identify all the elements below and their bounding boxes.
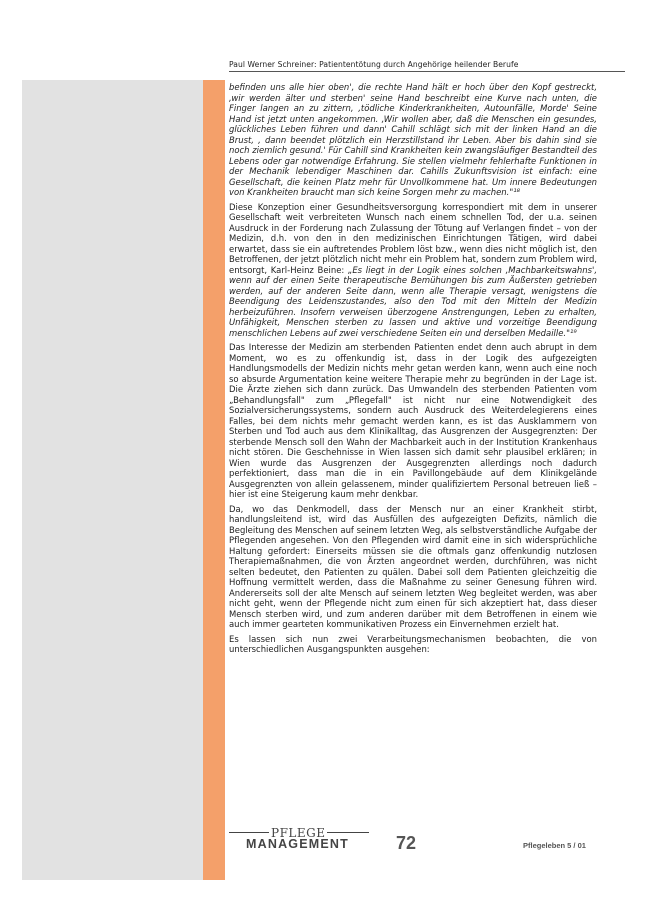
paragraph-gesundheitsversorgung [229,202,597,339]
logo-word-management: MANAGEMENT [246,837,349,851]
page-number: 72 [396,833,417,853]
paragraph-quote-beine: „Es liegt in der Logik eines solchen ‚Machbarkeitswahns', wenn auf der einen Seite therapeutische Bemühungen bis zum Äußersten getrieben werden, auf der anderen Seite dann, wenn alle Therapie versagt, wenigstens die Beendigung des Leidenszustandes, also den Tod mit den Mitteln der Medizin herbeizuführen. Insofern verweisen überzogene Anstrengungen, Leben zu erhalten, Unfähigkeit, Menschen sterben zu lassen und aktive und vorzeitige Beendigung menschlichen Lebens auf zwei verschiedene Seiten ein und derselben Medaille."¹⁹ [229,264,597,338]
paragraph-quote-cahill: befinden uns alle hier oben', die rechte Hand hält er hoch über den Kopf gestreckt, ‚wir werden älter und sterben' seine Hand beschreibt eine Kurve nach unten, die Finger langen an zu zittern, ‚tödliche Kinderkrankheiten, Autounfälle, Morde' Seine Hand ist jetzt unten angekommen. ‚Wir wollen aber, daß die Menschen ein gesundes, glückliches Leben führen und dann' Cahill schlägt sich mit der linken Hand an die Brust, ‚ dann beendet plötzlich ein Herzstillstand ihr Leben. Aber bis dahin sind sie noch ziemlich gesund.' Für Cahill sind Krankheiten kein zwangsläufiger Bestandteil des Lebens oder gar notwendige Erfahrung. Sie stellen vielmehr fehlerhafte Funktionen in der Mechanik lebendiger Maschinen dar. Cahills Zukunftsvision ist einfach: eine Gesellschaft, die keinen Platz mehr für Unvollkommene hat. Um innere Bedeutungen von Krankheiten braucht man sich keine Sorgen mehr zu machen."¹⁸ [229,82,597,197]
paragraph-denkmodell: Da, wo das Denkmodell, dass der Mensch nur an einer Krankheit stirbt, handlungsleitend ist, wird das Ausfüllen des aufgezeigten Defizits, nämlich die Begleitung des Menschen auf seinem letzten Weg, als selbstverständliche Aufgabe der Pflegenden angesehen. Von den Pflegenden wird damit eine in sich widersprüchliche Haltung gefordert: Einerseits müssen sie die oftmals ganz offenkundig nutzlosen Therapiemaßnahmen, die von Ärzten angeordnet werden, durchführen, was nicht selten bedeutet, den Patienten zu quälen. Dabei soll dem Patienten gleichzeitig die Hoffnung vermittelt werden, dass die Maßnahme zu seiner Genesung führen wird. Andererseits soll der alte Mensch auf seinem letzten Weg begleitet werden, was aber nicht geht, wenn der Pflegende nicht zum einen für sich akzeptiert hat, dass dieser Mensch sterben wird, und zum anderen darüber mit dem Betroffenen in einem wie auch immer gearteten kommunikativen Prozess ein Einvernehmen erzielt hat. [229,503,597,629]
logo-word-pflege: PFLEGE [271,826,326,840]
paragraph-verarbeitungsmechanismen: Es lassen sich nun zwei Verarbeitungsmechanismen beobachten, die von unterschiedlichen Ausgangspunkten ausgehen: [229,633,597,654]
paragraph-lead-text: Diese Konzeption einer Gesundheitsversorgung korrespondiert mit dem in unserer Gesellschaft weit verbreiteten Wunsch nach einem schnellen Tod, der u.a. seinen Ausdruck in der Forderung nach Zulassung der Tötung auf Verlangen findet – von der Medizin, d.h. von den in den medizinischen Einrichtungen Tätigen, wird dabei erwartet, dass sie ein auftretendes Problem löst bzw., wenn dies nicht möglich ist, den Betroffenen, der jetzt plötzlich nicht mehr ein Problem hat, sondern zum Problem wird, entsorgt, Karl-Heinz Beine: [229,201,597,275]
margin-orange-stripe [203,80,225,880]
running-header: Paul Werner Schreiner: Patiententötung durch Angehörige heilender Berufe [229,60,519,69]
issue-label: Pflegeleben 5 / 01 [523,841,586,850]
pflege-management-logo [229,822,369,852]
article-body [229,82,597,659]
header-rule [229,71,625,72]
paragraph-interesse-medizin: Das Interesse der Medizin am sterbenden Patienten endet denn auch abrupt in dem Moment, wo es zu offenkundig ist, dass in der Logik des aufgezeigten Handlungsmodells der Medizin nichts mehr getan werden kann, wenn auch eine noch so absurde Argumentation keine weitere Therapie mehr zu begründen in der Lage ist. Die Ärzte ziehen sich dann zurück. Das Umwandeln des sterbenden Patienten vom „Behandlungsfall" zum „Pflegefall" ist nicht nur eine Notwendigkeit des Sozialversicherungssystems, sondern auch Ausdruck des Weiterdelegierens eines Falles, bei dem nichts mehr gemacht werden kann, es ist das Ausklammern von Sterben und Tod auch aus dem Klinikalltag, das Ausgrenzen der Ausgegrenzten: Der sterbende Mensch soll den Wahn der Machbarkeit auch in der Institution Krankenhaus nicht stören. Die Geschehnisse in Wien lassen sich damit sehr plausibel erklären; in Wien wurde das Ausgrenzen der Ausgegrenzten allerdings noch dadurch perfektioniert, dass man die in ein Pavillongebäude auf dem Klinikgelände Ausgegrenzten von allein gelassenem, minder qualifiziertem Personal betreuen ließ – hier ist eine Steigerung kaum mehr denkbar. [229,342,597,499]
margin-gray-panel [22,80,203,880]
